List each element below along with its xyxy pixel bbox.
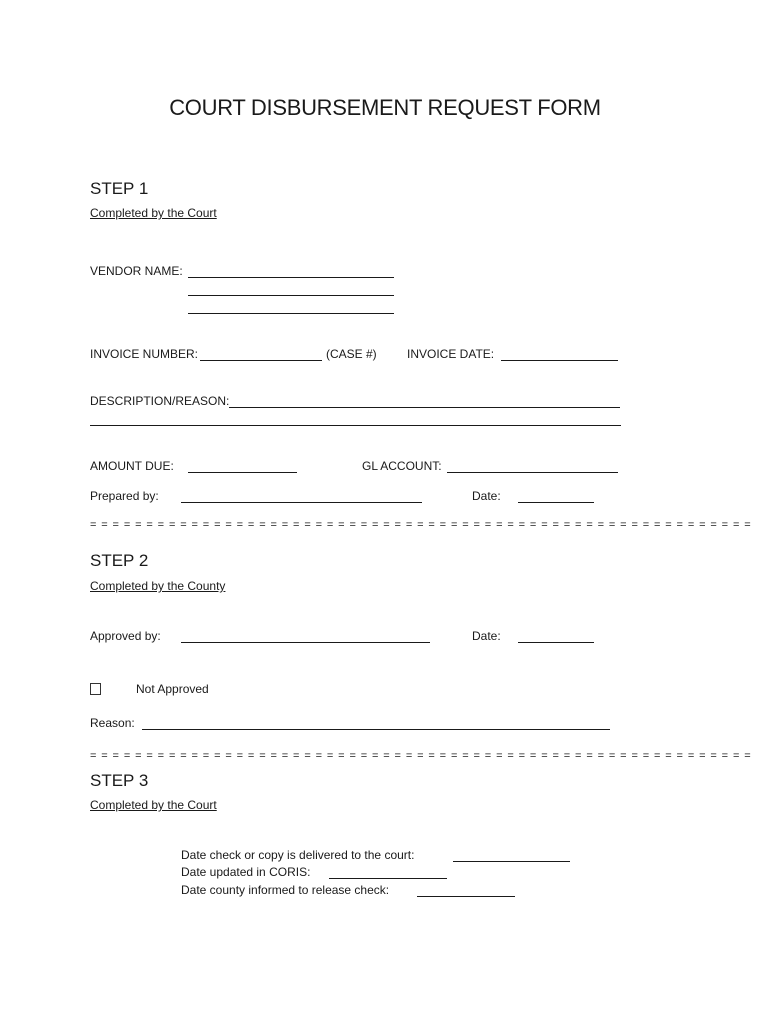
step1-date-line[interactable] — [518, 502, 594, 503]
county-informed-date-label: Date county informed to release check: — [181, 883, 390, 897]
step1-subheading: Completed by the Court — [90, 206, 217, 220]
reason-label: Reason: — [90, 716, 135, 730]
description-line-2[interactable] — [90, 425, 621, 426]
description-label: DESCRIPTION/REASON: — [90, 394, 230, 408]
step2-date-label: Date: — [472, 629, 501, 643]
separator-1: = = = = = = = = = = = = = = = = = = = = = = = = = = = = = = = = = = = = = = = = = = = = = = = = = = = = = = = = = = = — [90, 519, 752, 531]
approved-by-line[interactable] — [181, 642, 430, 643]
separator-2: = = = = = = = = = = = = = = = = = = = = = = = = = = = = = = = = = = = = = = = = = = = = = = = = = = = = = = = = = = = — [90, 750, 752, 762]
step1-heading: STEP 1 — [90, 179, 149, 198]
invoice-date-line[interactable] — [501, 360, 618, 361]
invoice-number-line[interactable] — [200, 360, 322, 361]
delivered-date-line[interactable] — [453, 861, 570, 862]
vendor-name-line-1[interactable] — [188, 277, 394, 278]
vendor-name-line-2[interactable] — [188, 295, 394, 296]
case-label: (CASE #) — [326, 347, 377, 361]
amount-due-line[interactable] — [188, 472, 297, 473]
invoice-date-label: INVOICE DATE: — [407, 347, 495, 361]
form-title: COURT DISBURSEMENT REQUEST FORM — [169, 95, 601, 120]
prepared-by-line[interactable] — [181, 502, 422, 503]
county-informed-date-line[interactable] — [417, 896, 515, 897]
not-approved-label: Not Approved — [136, 682, 209, 696]
gl-account-label: GL ACCOUNT: — [362, 459, 442, 473]
prepared-by-label: Prepared by: — [90, 489, 159, 503]
step3-subheading: Completed by the Court — [90, 798, 217, 812]
step2-heading: STEP 2 — [90, 551, 149, 570]
delivered-date-label: Date check or copy is delivered to the court: — [181, 848, 415, 862]
approved-by-label: Approved by: — [90, 629, 161, 643]
description-line-1[interactable] — [229, 407, 620, 408]
step3-heading: STEP 3 — [90, 771, 149, 790]
vendor-name-label: VENDOR NAME: — [90, 264, 183, 278]
step2-subheading: Completed by the County — [90, 579, 226, 593]
reason-line[interactable] — [142, 729, 610, 730]
coris-date-line[interactable] — [329, 878, 447, 879]
amount-due-label: AMOUNT DUE: — [90, 459, 174, 473]
vendor-name-line-3[interactable] — [188, 313, 394, 314]
step2-date-line[interactable] — [518, 642, 594, 643]
not-approved-checkbox[interactable] — [90, 683, 101, 695]
invoice-number-label: INVOICE NUMBER: — [90, 347, 199, 361]
gl-account-line[interactable] — [447, 472, 618, 473]
step1-date-label: Date: — [472, 489, 501, 503]
coris-date-label: Date updated in CORIS: — [181, 865, 311, 879]
